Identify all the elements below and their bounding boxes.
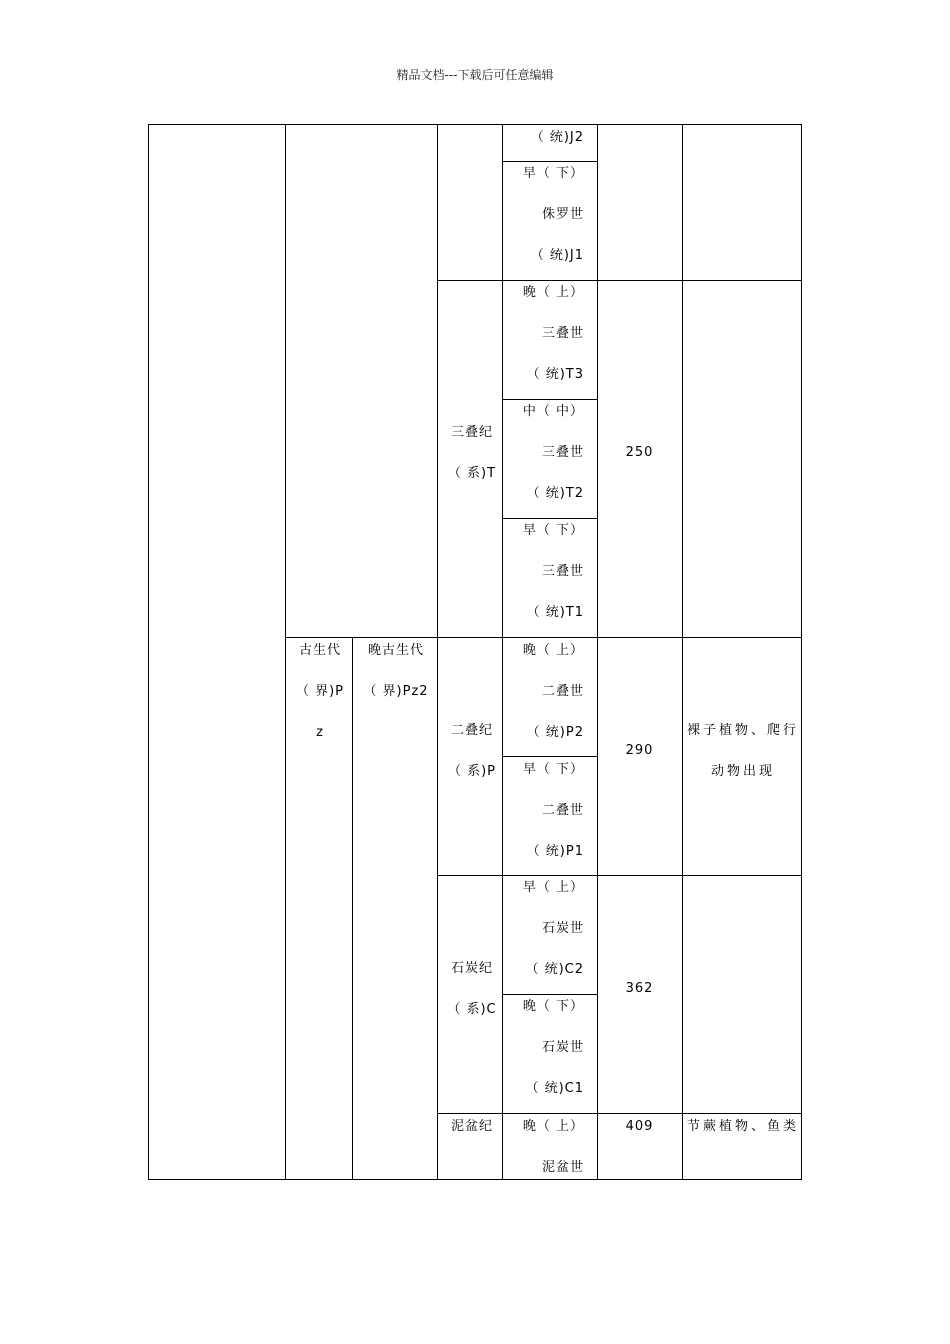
cell-line: （ 界)Pz2 — [363, 684, 429, 699]
cell-line: 晚古生代 — [367, 643, 424, 658]
cell-line: 三叠世 — [541, 564, 584, 579]
cell-line: 晚（ 上） — [522, 643, 584, 658]
cell-line: （ 系)P — [447, 764, 497, 779]
cell-line: （ 统)C1 — [525, 1081, 584, 1096]
cell-line: 动物出现 — [710, 764, 775, 779]
cell-age250 — [597, 432, 682, 473]
cell-line: 三叠世 — [541, 326, 584, 341]
cell-line: （ 统)P2 — [526, 725, 584, 740]
table-border — [285, 124, 286, 1180]
cell-c-p1 — [508, 749, 584, 872]
table-border — [597, 124, 598, 1180]
cell-line: （ 统)T2 — [526, 486, 584, 501]
cell-line: （ 统)T1 — [526, 605, 584, 620]
table-border — [437, 875, 802, 876]
cell-line: （ 系)T — [447, 466, 497, 481]
cell-line: 362 — [625, 981, 654, 996]
cell-line: 石炭世 — [541, 1040, 584, 1055]
cell-line: z — [316, 725, 324, 740]
cell-line: 早（ 下） — [522, 762, 584, 777]
cell-c-j2 — [508, 117, 584, 158]
cell-line: 节蕨植物、鱼类 — [686, 1119, 799, 1134]
cell-line: 409 — [625, 1119, 654, 1134]
cell-c-t2 — [508, 391, 584, 514]
cell-line: 250 — [625, 445, 654, 460]
cell-c-t1 — [508, 510, 584, 633]
cell-age362 — [597, 968, 682, 1009]
table-border — [148, 124, 149, 1180]
cell-line: （ 统)J2 — [530, 130, 584, 145]
page-header: 精品文档---下载后可任意编辑 — [396, 68, 554, 82]
cell-triassic — [442, 412, 502, 494]
cell-line: 二叠世 — [541, 684, 584, 699]
cell-line: 三叠纪 — [450, 425, 493, 440]
cell-line: 三叠世 — [541, 445, 584, 460]
cell-line: 石炭纪 — [450, 961, 493, 976]
cell-line: 二叠纪 — [450, 723, 493, 738]
cell-line: （ 统)P1 — [526, 844, 584, 859]
table-border — [148, 124, 802, 125]
cell-devonian-life — [684, 1106, 802, 1147]
cell-line: 二叠世 — [541, 803, 584, 818]
cell-line: （ 统)J1 — [530, 248, 584, 263]
cell-line: 石炭世 — [541, 921, 584, 936]
cell-line: 泥盆世 — [541, 1160, 584, 1175]
cell-age409 — [597, 1106, 682, 1147]
cell-line: 侏罗世 — [541, 207, 584, 222]
cell-c-p2 — [508, 630, 584, 753]
cell-devonian — [442, 1106, 502, 1147]
table-border — [502, 124, 503, 1180]
table-border — [682, 124, 683, 1180]
table-border — [148, 1179, 802, 1180]
cell-c-d3 — [508, 1106, 584, 1188]
cell-late-paleozoic — [355, 630, 437, 712]
table-border — [437, 280, 802, 281]
cell-line: （ 界)P — [295, 684, 345, 699]
cell-c-t3 — [508, 272, 584, 395]
table-border — [801, 124, 802, 1180]
table-border — [437, 124, 438, 1180]
cell-c-c1 — [508, 986, 584, 1109]
cell-line: 290 — [625, 743, 654, 758]
cell-permian — [442, 710, 502, 792]
cell-line: 晚（ 上） — [522, 285, 584, 300]
cell-line: 早（ 下） — [522, 523, 584, 538]
cell-line: 晚（ 下） — [522, 999, 584, 1014]
cell-paleozoic — [288, 630, 352, 753]
cell-line: （ 统)T3 — [526, 367, 584, 382]
cell-permian-life — [684, 710, 802, 792]
cell-c-c2 — [508, 867, 584, 990]
cell-line: 古生代 — [298, 643, 341, 658]
cell-line: （ 系)C — [447, 1002, 497, 1017]
cell-age290 — [597, 730, 682, 771]
cell-c-j1 — [508, 153, 584, 276]
cell-line: 早（ 下） — [522, 166, 584, 181]
cell-carboniferous — [442, 948, 502, 1030]
cell-line: 早（ 上） — [522, 880, 584, 895]
table-border — [352, 637, 353, 1180]
cell-line: （ 统)C2 — [525, 962, 584, 977]
cell-line: 裸子植物、爬行 — [686, 723, 799, 738]
cell-line: 中（ 中） — [522, 404, 584, 419]
cell-line: 泥盆纪 — [450, 1119, 493, 1134]
cell-line: 晚（ 上） — [522, 1119, 584, 1134]
